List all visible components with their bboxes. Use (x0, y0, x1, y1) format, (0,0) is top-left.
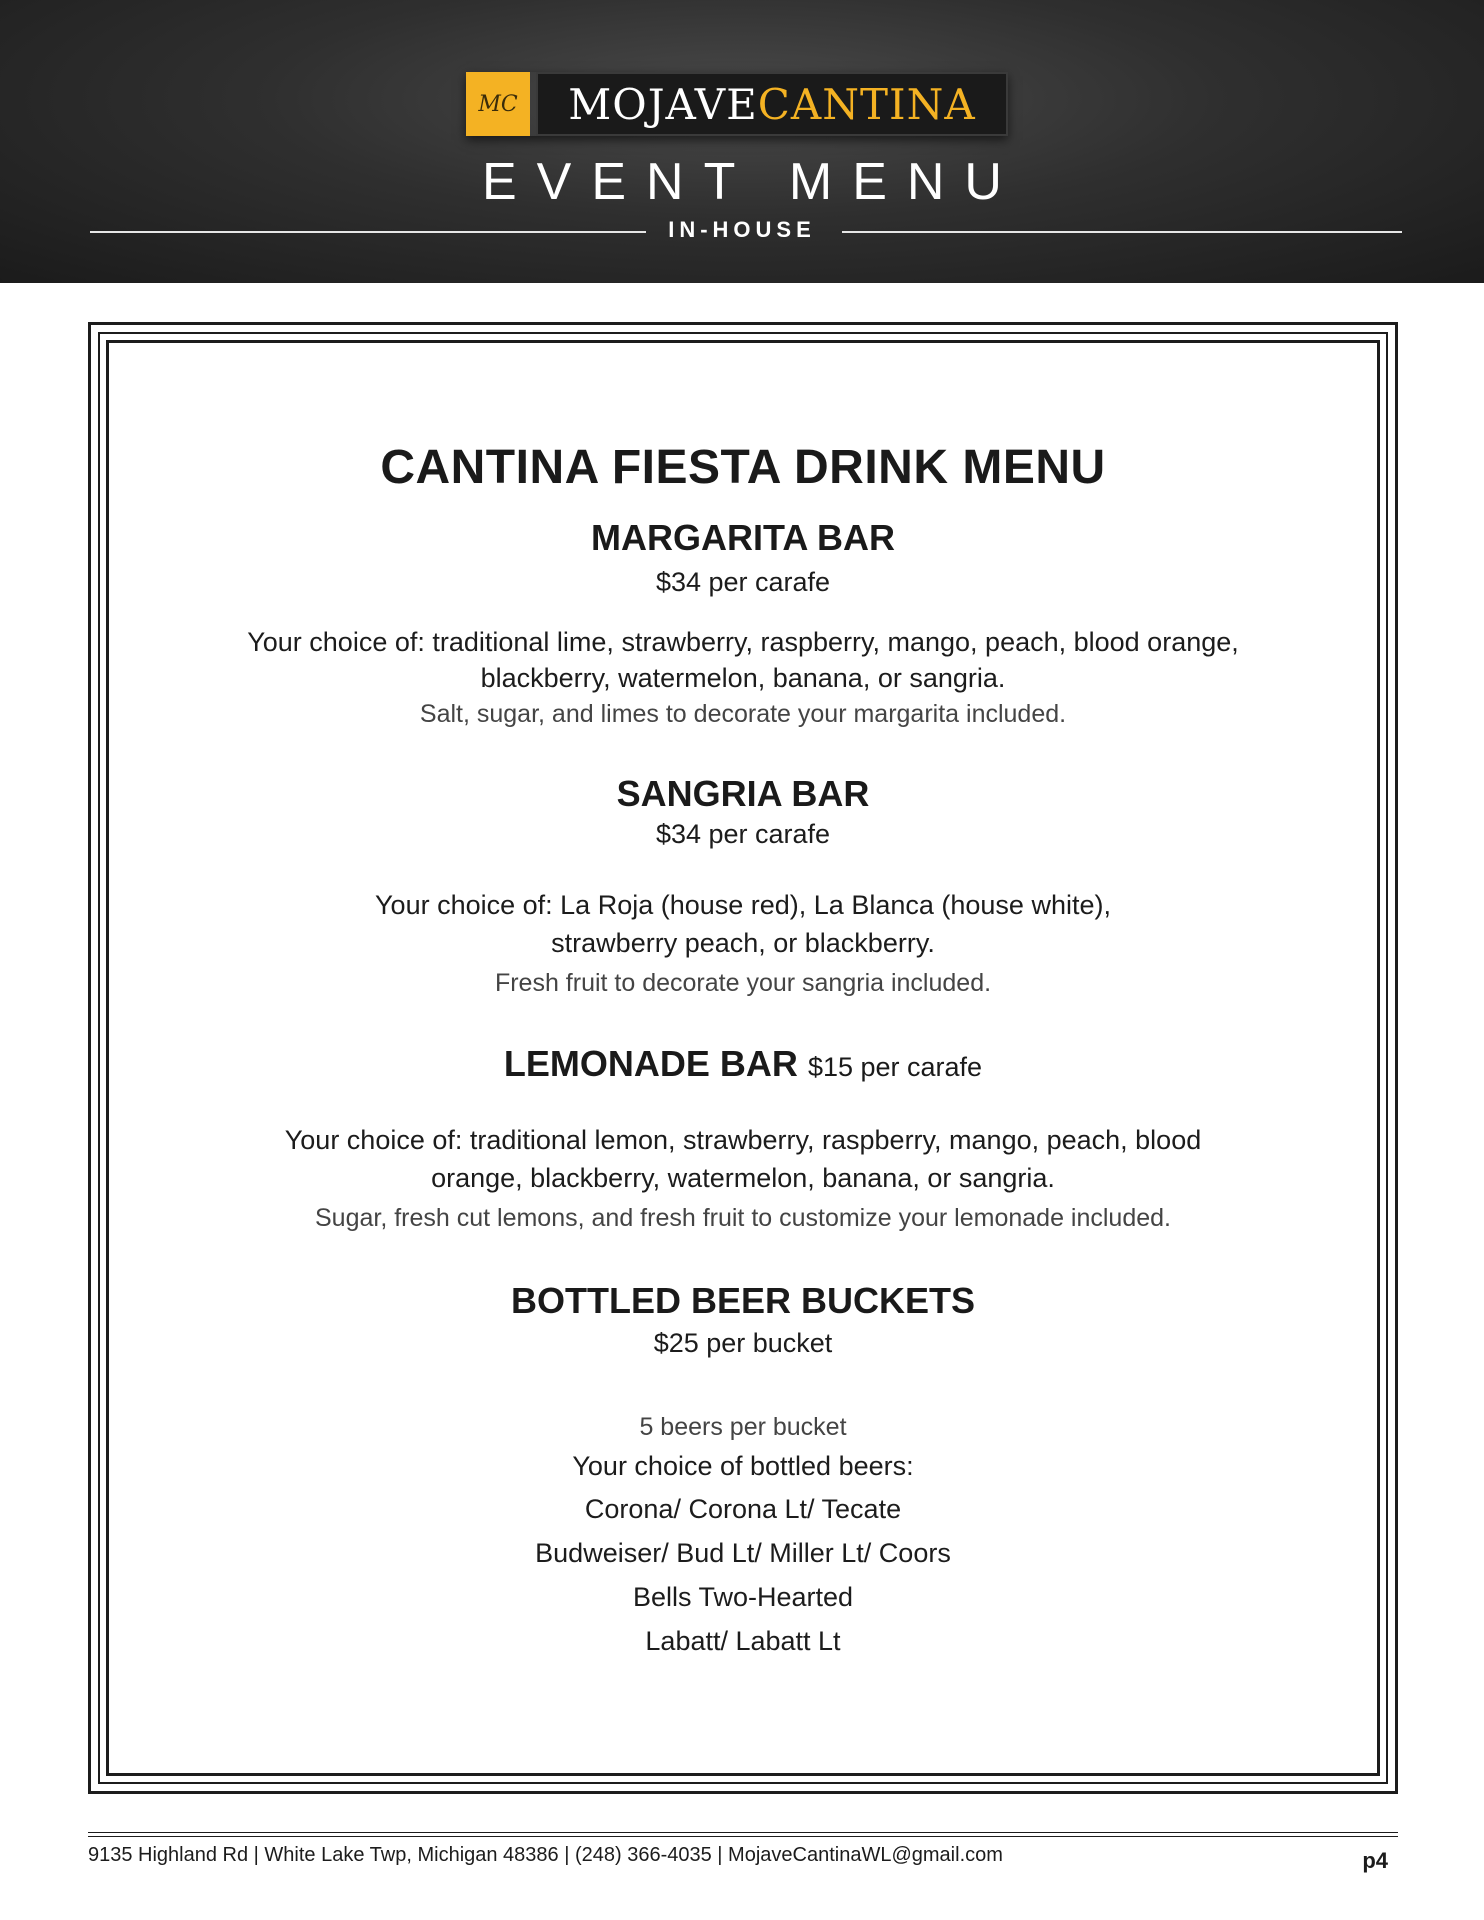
logo-monogram-icon (466, 72, 530, 136)
section-note: Sugar, fresh cut lemons, and fresh fruit to customize your lemonade included. (314, 1204, 1171, 1232)
in-house-label: IN-HOUSE (668, 217, 816, 242)
logo-word-cantina: CANTINA (757, 79, 976, 129)
section-price: $25 per bucket (653, 1328, 833, 1358)
page-number: p4 (1362, 1848, 1388, 1873)
sangria-section (106, 772, 1380, 1004)
section-title: BOTTLED BEER BUCKETS (510, 1280, 975, 1321)
beer-list-item: Bells Two-Hearted (632, 1582, 854, 1612)
section-choice-line: strawberry peach, or blackberry. (551, 928, 935, 958)
section-choice-line: Your choice of: traditional lime, strawberry, raspberry, mango, peach, blood orange, (247, 627, 1239, 657)
section-note: Salt, sugar, and limes to decorate your margarita included. (419, 700, 1067, 728)
drink-menu-title: CANTINA FIESTA DRINK MENU (380, 441, 1106, 494)
menu-content (106, 340, 1380, 1663)
beer-choice-heading: Your choice of bottled beers: (572, 1451, 914, 1481)
section-price: $34 per carafe (655, 819, 831, 849)
section-price: $15 per carafe (807, 1052, 983, 1082)
logo-monogram-text: MC (478, 91, 518, 117)
section-note: 5 beers per bucket (639, 1413, 847, 1441)
section-choice-line: Your choice of: traditional lemon, strawberry, raspberry, mango, peach, blood (284, 1125, 1202, 1155)
event-menu-title: EVENT MENU (482, 153, 1022, 211)
footer-contact: 9135 Highland Rd | White Lake Twp, Michigan 48386 | (248) 366-4035 | MojaveCantinaWL@gmail.com (88, 1844, 1003, 1866)
logo-wordmark (536, 72, 1008, 136)
beer-list-item: Budweiser/ Bud Lt/ Miller Lt/ Coors (535, 1538, 951, 1568)
section-choice-line: orange, blackberry, watermelon, banana, or sangria. (431, 1163, 1055, 1193)
beer-section (106, 1279, 1380, 1663)
logo-word-mojave: MOJAVE (568, 79, 758, 129)
section-title: SANGRIA BAR (616, 773, 870, 814)
mojave-cantina-logo (466, 72, 1008, 136)
margarita-section (106, 516, 1380, 732)
section-note: Fresh fruit to decorate your sangria included. (494, 969, 992, 997)
section-price: $34 per carafe (655, 567, 831, 597)
footer-rule-top (88, 1832, 1398, 1833)
section-title: MARGARITA BAR (591, 517, 895, 558)
section-choice-line: Your choice of: La Roja (house red), La Blanca (house white), (375, 890, 1111, 920)
header-banner (0, 0, 1484, 283)
footer-rule-bottom (88, 1836, 1398, 1837)
section-choice-line: blackberry, watermelon, banana, or sangria. (480, 663, 1006, 693)
section-title (106, 1042, 1380, 1089)
lemonade-section (106, 1042, 1380, 1239)
beer-list-item: Labatt/ Labatt Lt (645, 1626, 841, 1656)
lemonade-bar-name: LEMONADE BAR (503, 1043, 798, 1084)
beer-list-item: Corona/ Corona Lt/ Tecate (584, 1494, 902, 1524)
